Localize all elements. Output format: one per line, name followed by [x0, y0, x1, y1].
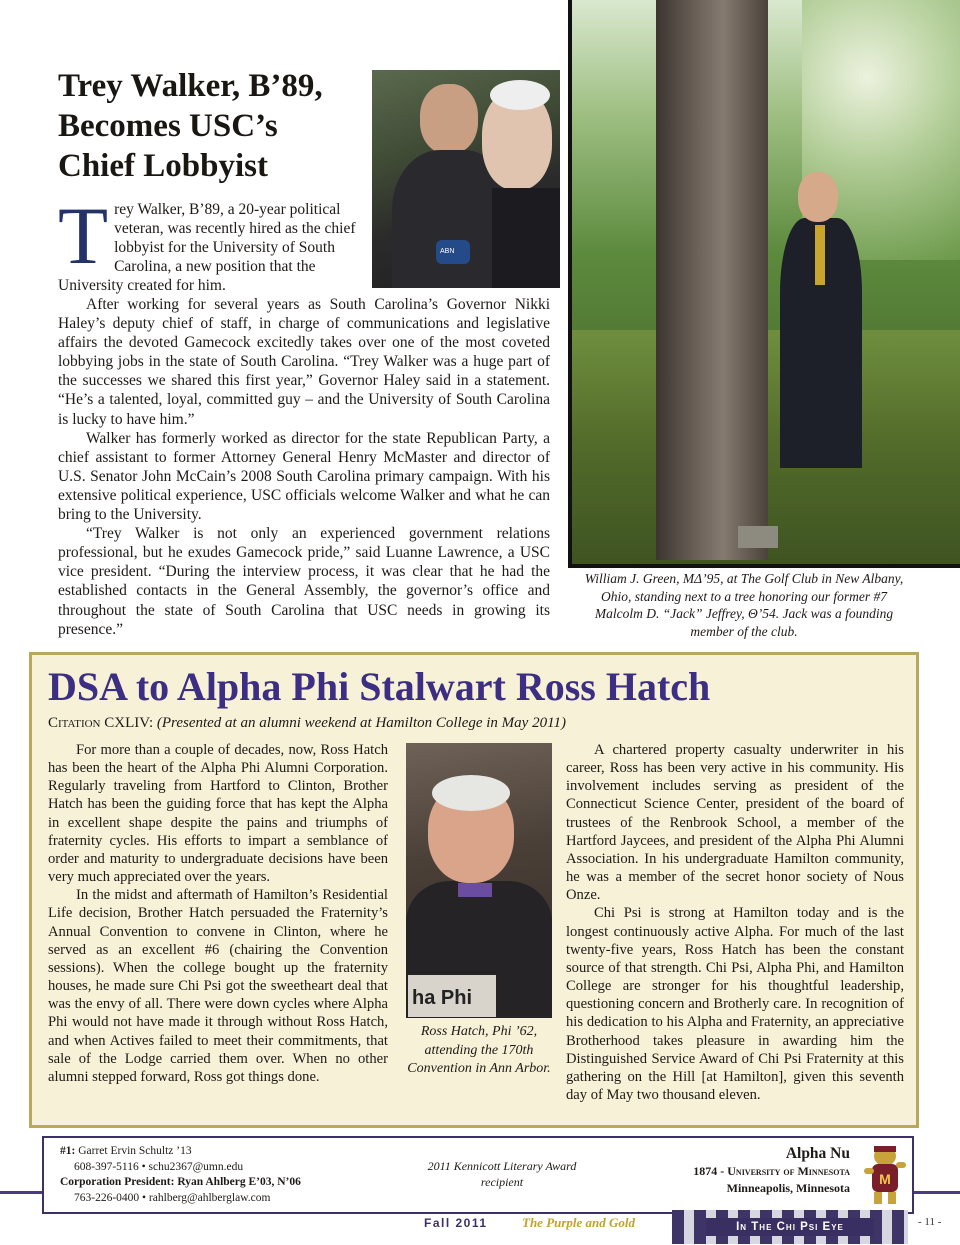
contact-line: 763-226-0400 • rahlberg@ahlberglaw.com — [74, 1191, 271, 1204]
chapter-name-block — [650, 1144, 850, 1197]
title-line: Trey Walker, B’89, — [58, 68, 323, 104]
paragraph: After working for several years as South Carolina’s Governor Nikki Haley’s deputy chief of staff, in charge of communications and legislative affairs the devoted Gamecock excitedly takes over one of the most coveted lobbying jobs in the state of South Carolina. “Trey Walker was a huge part of the successes we shared this first year,” Governor Haley said in a statement. “He’s a talented, loyal, committed guy – and the University of South Carolina is lucky to have him.” — [58, 296, 550, 428]
paragraph: Walker has formerly worked as director for the state Republican Party, a chief assistant to former Attorney General Henry McMaster and director of U.S. Senator John McCain’s 2008 South Carolina primary campaign. With his extensive political experience, USC officials welcome Walker and what he can bring to the University. — [58, 429, 550, 524]
ross-hatch-photo — [406, 743, 552, 1018]
page-footer — [0, 1210, 960, 1245]
dsa-title: DSA to Alpha Phi Stalwart Ross Hatch — [48, 664, 711, 709]
paragraph: “Trey Walker is not only an experienced government relations professional, but he exudes Gamecock pride,” said Luanne Lawrence, a USC vice president. “During the interview process, it was clear that he had the established contacts in the General Assembly, the governor’s office and throughout the state of South Carolina that USC needs in growing its presence.” — [58, 525, 550, 638]
microphone-badge — [436, 240, 470, 264]
citation-label: Citation CXLIV: — [48, 715, 154, 731]
drop-cap: T — [58, 190, 109, 281]
svg-text:M: M — [879, 1171, 891, 1187]
dsa-article-box — [29, 652, 919, 1128]
paragraph: For more than a couple of decades, now, Ross Hatch has been the heart of the Alpha Phi Alumni Corporation. Regularly traveling from Hartford to Clinton, Brother Hatch has been the guiding force that has kept the Alpha in excellent shape despite the pains and triumphs of fraternity cycles. His efforts to impart a semblance of order and maturity to undergraduate decisions have been very much appreciated over the years. — [48, 742, 388, 886]
citation-note: (Presented at an alumni weekend at Hamilton College in May 2011) — [156, 715, 566, 731]
tree-photo-caption: William J. Green, MΔ’95, at The Golf Club in New Albany, Ohio, standing next to a tree honoring our former #7 Malcolm D. “Jack” Jeffrey, Θ’54. Jack was a founding member of the club. — [584, 571, 904, 639]
paragraph: In the midst and aftermath of Hamilton’s Residential Life decision, Brother Hatch persuaded the Fraternity’s Annual Convention to convene in Clinton, where he served as an excellent #6 (chairing the Convention sessions). When the college bought up the fraternity houses, he made sure Chi Psi got the sweetheart deal that was the envy of all. There were down cycles where Alpha Phi would not have made it through without Ross Hatch, and when Actives failed to meet their commitments, that sale of the Lodge carried them over. When no other alumni stepped forward, Ross got things done. — [48, 887, 388, 1085]
photo-badge-text: ABN — [440, 248, 455, 255]
hatch-photo-caption: Ross Hatch, Phi ’62, attending the 170th Convention in Ann Arbor. — [407, 1024, 551, 1076]
paragraph: Chi Psi is strong at Hamilton today and is the longest continuously active Alpha. For much of the last twenty-five years, Ross Hatch has been the constant source of that strength. Chi Psi, Alpha Phi, and Hamilton College are stronger for his thoughtful leadership, questioning concern and Brotherly care. In recognition of his dedication to his Alpha and Fraternity, an appreciative Brotherhood takes pleasure in awarding him the Distinguished Service Award of Chi Psi Fraternity at this gathering on the Hill [at Hamilton], given this seventh day of May two thousand eleven. — [566, 905, 904, 1103]
title-line: Chief Lobbyist — [58, 148, 268, 184]
chapter-city: Minneapolis, Minnesota — [726, 1181, 850, 1195]
number-label: #1: — [60, 1145, 76, 1157]
gopher-mascot-icon — [862, 1142, 908, 1206]
issue-season: Fall 2011 — [424, 1216, 488, 1230]
article-body — [58, 295, 550, 639]
chapter-info-box — [42, 1136, 914, 1214]
paragraph: A chartered property casualty underwriter in his career, Ross has been very active in his community. His involvement includes serving as president of the Connecticut Science Center, president of the board of trustees of the Renbrook School, a member of the Hartford Jaycees, and president of the Alpha Phi Alumni Association. In his undergraduate Hamilton community, he was a member of the secret honor society of Nous Onze. — [566, 742, 904, 904]
right-column — [566, 741, 904, 1104]
walker-mccain-photo — [372, 70, 560, 288]
page-number: - 11 - — [918, 1216, 942, 1228]
article-title — [58, 66, 358, 186]
contact-line: 608-397-5116 • schu2367@umn.edu — [74, 1160, 244, 1173]
award-note: 2011 Kennicott Literary Award recipient — [427, 1159, 577, 1189]
title-line: Becomes USC’s — [58, 108, 278, 144]
section-label: In The Chi Psi Eye — [706, 1218, 874, 1236]
left-column — [48, 741, 388, 1086]
president-line: Corporation President: Ryan Ahlberg E’03, N’06 — [60, 1176, 301, 1188]
chapter-school: 1874 - University of Minnesota — [693, 1164, 850, 1178]
citation-line — [48, 715, 566, 732]
chapter-contacts — [60, 1144, 301, 1206]
number-name: Garret Ervin Schultz ’13 — [78, 1145, 192, 1157]
tree-photo — [568, 0, 960, 568]
intro-text: rey Walker, B’89, a 20-year political veteran, was recently hired as the chief lobbyist for the University of South Carolina, a new position that the University created for him. — [58, 201, 356, 295]
magazine-name: The Purple and Gold — [522, 1215, 636, 1230]
article-intro — [58, 190, 370, 295]
chapter-name: Alpha Nu — [785, 1145, 850, 1162]
photo-badge-text: ha Phi — [412, 987, 473, 1009]
